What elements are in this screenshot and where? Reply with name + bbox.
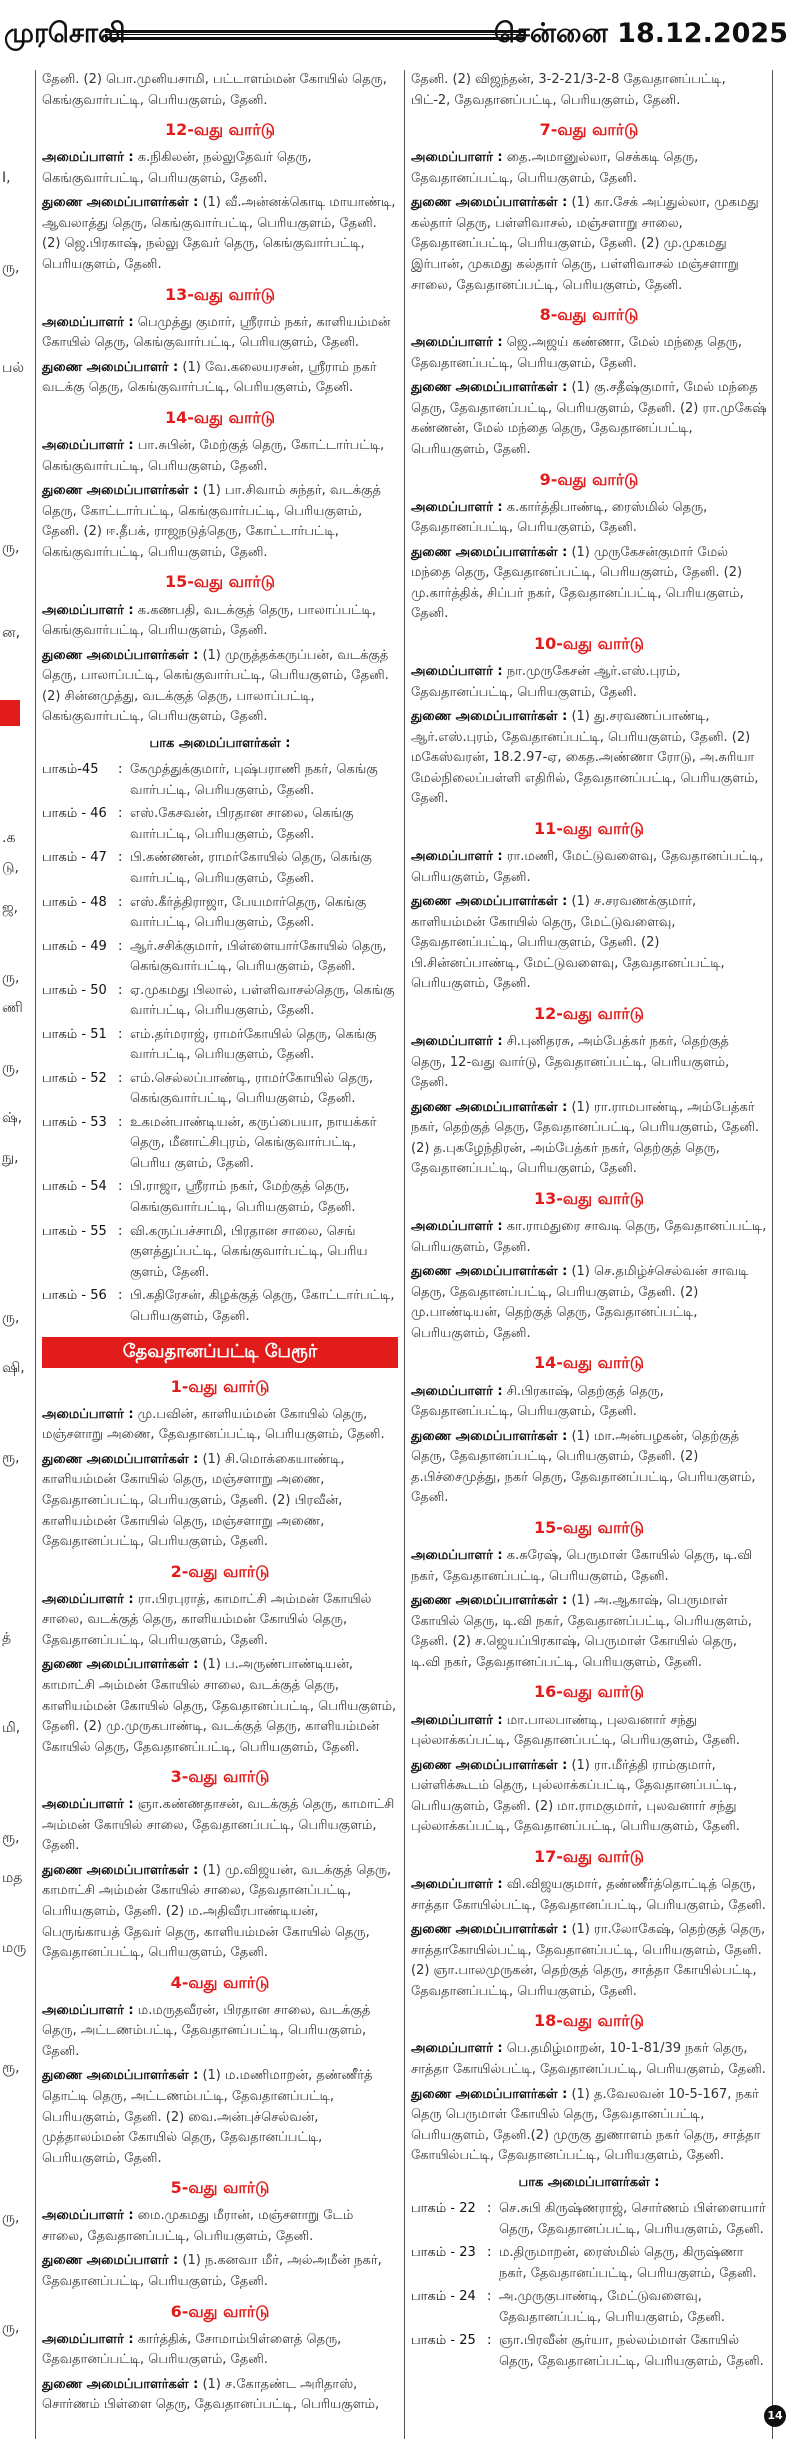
deputy-names: (1) ரா.மீர்த்தி ராம்குமார், பள்ளிக்கூடம் தெரு, புல்லாக்கப்பட்டி, தேவதானப்பட்டி, பெரியகுளம், தேனி. (2) மா.ராமகுமார், புலவனார் சந்து புல்லாக்கப்பட்டி, தேவதானப்பட்டி, பெரியகுளம், தேனி.: [411, 1757, 740, 1835]
organiser-label: அமைப்பாளர் :: [411, 1034, 503, 1050]
organiser-entry: [42, 1590, 398, 1652]
organiser-name: பெ.தமிழ்மாறன், 10-1-81/39 நகர் தெரு, சாத்தா கோயில்பட்டி, தேவதானப்பட்டி, பெரியகுளம், தேனி.: [411, 2041, 766, 2077]
brand-name: முரசொலி: [4, 18, 126, 49]
deputy-names: (1) சி.மொக்கையாண்டி, காளியம்மன் கோயில் தெரு, மஞ்சளாறு அணை, தேவதானப்பட்டி, பெரியகுளம், தேனி. (2) பிரவீன், காளியம்மன் கோயில் தெரு, மஞ்சளாறு அணை, தேவதானப்பட்டி, பெரியகுளம், தேனி.: [42, 1451, 345, 1550]
organiser-label: அமைப்பாளர் :: [411, 150, 503, 166]
deputy-label: துணை அமைப்பாளர் :: [42, 2253, 179, 2269]
ward-heading: 8-வது வார்டு: [539, 305, 639, 325]
organiser-name: ஜெ.அஜய் கண்ணா, மேல் மந்தை தெரு, தேவதானப்பட்டி, பெரியகுளம், தேனி.: [411, 335, 742, 371]
part-colon: :: [118, 1223, 123, 1239]
organiser-name: பெமுத்து குமார், ஸ்ரீராம் நகர், காளியம்மன் கோயில் தெரு, கெங்குவார்பட்டி, பெரியகுளம், தேனி.: [42, 314, 391, 351]
part-organiser: பி.கதிரேசன், கிழக்குத் தெரு, கோட்டார்பட்டி, பெரியகுளம், தேனி.: [130, 1288, 395, 1324]
part-row: [42, 893, 398, 934]
part-row: [42, 804, 398, 845]
organiser-entry: [42, 601, 398, 642]
organiser-label: அமைப்பாளர் :: [411, 499, 503, 515]
part-number: பாகம் - 49: [42, 938, 107, 954]
part-colon: :: [118, 982, 123, 998]
part-colon: :: [487, 2333, 492, 2349]
part-organiser: எம்.செல்லப்பாண்டி, ராமர்கோயில் தெரு, கெங்குவார்பட்டி, பெரியகுளம், தேனி.: [130, 1070, 374, 1107]
organiser-name: மா.பாலபாண்டி, புலவனார் சந்து புல்லாக்கப்பட்டி, தேவதானப்பட்டி, பெரியகுளம், தேனி.: [411, 1712, 740, 1749]
fragment-text: ரு,: [2, 540, 20, 556]
part-row: [42, 1113, 398, 1175]
organiser-name: மை.முகமது மீரான், மஞ்சளாறு டேம் சாலை, தேவதானப்பட்டி, பெரியகுளம், தேனி.: [42, 2208, 354, 2244]
part-organiser: எஸ்.கேசவன், பிரதான சாலை, கெங்கு வார்பட்டி, பெரியகுளம், தேனி.: [130, 806, 354, 842]
part-organiser: அ.முருகுபாண்டி, மேட்டுவளைவு, தேவதானப்பட்டி, பெரியகுளம், தேனி.: [499, 2289, 725, 2325]
previous-column-fragment: [0, 70, 35, 2439]
continued-text: தேனி. (2) பொ.முனியசாமி, பட்டாளம்மன் கோயில் தெரு, கெங்குவார்பட்டி, பெரியகுளம், தேனி.: [42, 72, 387, 108]
organiser-entry: [411, 1032, 767, 1094]
organiser-entry: [411, 1875, 767, 1916]
deputy-names: (1) மு.விஜயன், வடக்குத் தெரு, காமாட்சி அம்மன் கோயில் சாலை, தேவதானப்பட்டி, பெரியகுளம், தேனி. (2) ம.அதிவீரபாண்டியன், பெருங்காயத் தேவர் தெரு, காளியம்மன் கோயில் தெரு, தேவதானப்பட்டி, பெரியகுளம், தேனி.: [42, 1862, 392, 1961]
part-row: [42, 1222, 398, 1284]
organiser-entry: [42, 2330, 398, 2371]
ward-heading: 17-வது வார்டு: [534, 1846, 644, 1866]
parts-list: [411, 2199, 767, 2372]
fragment-text: டு,: [2, 860, 19, 876]
deputy-label: துணை அமைப்பாளர்கள் :: [42, 195, 199, 211]
deputy-label: துணை அமைப்பாளர்கள் :: [411, 1099, 568, 1115]
ward-heading: 13-வது வார்டு: [534, 1188, 644, 1208]
ward-heading: 15-வது வார்டு: [534, 1517, 644, 1537]
deputy-label: துணை அமைப்பாளர்கள் :: [411, 195, 568, 211]
deputy-label: துணை அமைப்பாளர் :: [42, 359, 179, 375]
deputy-names: (1) வீ.அன்னக்கொடி மாயாண்டி, ஆவலாத்து தெரு, கெங்குவார்பட்டி, பெரியகுளம், தேனி. (2) ஜெ.பிரகாஷ், நல்லு தேவர் தெரு, கெங்குவார்பட்டி, பெரியகுளம், தேனி.: [42, 195, 396, 272]
deputy-names: (1) வே.கலையரசன், ஸ்ரீராம் நகர் வடக்கு தெரு, கெங்குவார்பட்டி, பெரியகுளம், தேனி.: [42, 359, 377, 396]
deputy-label: துணை அமைப்பாளர்கள் :: [411, 1757, 568, 1773]
organiser-entry: [411, 1382, 767, 1423]
column-divider: [404, 70, 405, 2439]
part-row: [411, 2331, 767, 2372]
deputy-label: துணை அமைப்பாளர்கள் :: [42, 2376, 199, 2392]
deputy-entry: [411, 707, 767, 810]
organiser-label: அமைப்பாளர் :: [42, 1591, 134, 1607]
part-row: [42, 848, 398, 889]
organiser-label: அமைப்பாளர் :: [42, 1797, 134, 1813]
organiser-entry: [411, 662, 767, 703]
part-row: [42, 981, 398, 1022]
organiser-entry: [411, 498, 767, 539]
organiser-name: ரா.மணி, மேட்டுவளைவு, தேவதானப்பட்டி, பெரியகுளம், தேனி.: [411, 849, 764, 885]
organiser-entry: [411, 1546, 767, 1587]
deputy-names: (1) முருகேசன்குமார் மேல் மந்தை தெரு, தேவதானப்பட்டி, பெரியகுளம், தேனி. (2) மு.கார்த்திக், சிப்பர் நகர், தேவதானப்பட்டி, பெரியகுளம், தேனி.: [411, 544, 744, 622]
fragment-text: நு,: [2, 1150, 19, 1166]
ward-heading: 11-வது வார்டு: [534, 818, 644, 838]
ward-heading: 4-வது வார்டு: [170, 1972, 270, 1992]
organiser-label: அமைப்பாளர் :: [42, 314, 134, 330]
part-number: பாகம் - 52: [42, 1070, 107, 1086]
organiser-entry: [411, 847, 767, 888]
deputy-entry: [411, 1262, 767, 1344]
organiser-label: அமைப்பாளர் :: [411, 1383, 503, 1399]
deputy-entry: [42, 1655, 398, 1758]
organiser-entry: [411, 2039, 767, 2080]
organiser-label: அமைப்பாளர் :: [411, 1876, 503, 1892]
part-number: பாகம் - 56: [42, 1288, 107, 1304]
deputy-entry: [42, 646, 398, 728]
part-organiser: ஏ.முகமது பிலால், பள்ளிவாசல்தெரு, கெங்கு வார்பட்டி, பெரியகுளம், தேனி.: [130, 982, 395, 1019]
fragment-text: ஜ,: [2, 900, 19, 916]
fragment-text: ஷ்,: [2, 1110, 23, 1126]
deputy-entry: [42, 2066, 398, 2169]
part-organiser: ஞா.பிரவீன் சூர்யா, நல்லம்மாள் கோயில் தெரு, தேவதானப்பட்டி, பெரியகுளம், தேனி.: [499, 2333, 764, 2369]
part-number: பாகம் - 46: [42, 806, 107, 822]
part-number: பாகம் - 50: [42, 982, 107, 998]
deputy-entry: [42, 2251, 398, 2292]
organiser-entry: [42, 1405, 398, 1446]
deputy-entry: [411, 1920, 767, 2002]
deputy-label: துணை அமைப்பாளர்கள் :: [411, 1922, 568, 1938]
organiser-name: தை.அமானுல்லா, செக்கடி தெரு, தேவதானப்பட்டி, பெரியகுளம், தேனி.: [411, 150, 699, 186]
ward-heading: 16-வது வார்டு: [534, 1682, 644, 1702]
fragment-text: ரூ,: [2, 1830, 20, 1846]
fragment-text: ஷி,: [2, 1360, 25, 1376]
part-colon: :: [118, 850, 123, 866]
part-colon: :: [118, 762, 123, 778]
fragment-text: ரூ,: [2, 2060, 20, 2076]
fragment-text: பல்: [2, 360, 25, 376]
fragment-text: த்: [2, 1630, 12, 1646]
organiser-label: அமைப்பாளர் :: [411, 2041, 503, 2057]
deputy-label: துணை அமைப்பாளர்கள் :: [42, 1451, 199, 1467]
organiser-name: பா.சுபின், மேற்குத் தெரு, கோட்டார்பட்டி, கெங்குவார்பட்டி, பெரியகுளம், தேனி.: [42, 438, 385, 474]
deputy-names: (1) ரா.ராமபாண்டி, அம்பேத்கர் நகர், தெற்குத் தெரு, தேவதானப்பட்டி, பெரியகுளம், தேனி. (2) த.புகழேந்திரன், அம்பேத்கர் நகர், தெற்குத் தெரு, தேவதானப்பட்டி, பெரியகுளம், தேனி.: [411, 1099, 760, 1177]
ward-heading: 5-வது வார்டு: [170, 2178, 270, 2198]
ward-heading: 1-வது வார்டு: [170, 1376, 270, 1396]
organiser-name: வி.விஜயகுமார், தண்ணீர்த்தொட்டித் தெரு, சாத்தா கோயில்பட்டி, தேவதானப்பட்டி, பெரியகுளம், தேனி.: [411, 1876, 766, 1913]
organiser-entry: [411, 1711, 767, 1752]
deputy-label: துணை அமைப்பாளர்கள் :: [42, 483, 199, 499]
organiser-entry: [42, 2206, 398, 2247]
deputy-entry: [411, 193, 767, 296]
organiser-name: சி.பிரகாஷ், தெற்குத் தெரு, தேவதானப்பட்டி, பெரியகுளம், தேனி.: [411, 1383, 664, 1420]
part-organiser: ஆர்.சசிக்குமார், பிள்ளையார்கோயில் தெரு, கெங்குவார்பட்டி, பெரியகுளம், தேனி.: [130, 938, 387, 975]
organiser-entry: [411, 1217, 767, 1258]
deputy-label: துணை அமைப்பாளர்கள் :: [411, 544, 568, 560]
parts-heading: பாக அமைப்பாளர்கள் :: [149, 735, 291, 751]
deputy-entry: [411, 2085, 767, 2167]
ward-heading: 14-வது வார்டு: [165, 407, 275, 427]
deputy-names: (1) ச.சரவணக்குமார், காளியம்மன் கோயில் தெரு, மேட்டுவளைவு, தேவதானப்பட்டி, பெரியகுளம், தேனி. (2) பி.சின்னப்பாண்டி, மேட்டுவளைவு, தேவதானப்பட்டி, பெரியகுளம், தேனி.: [411, 894, 725, 992]
part-organiser: வி.கருப்பச்சாமி, பிரதான சாலை, செங் குளத்துப்பட்டி, கெங்குவார்பட்டி, பெரிய குளம், தேனி.: [130, 1223, 368, 1280]
deputy-entry: [411, 543, 767, 625]
part-colon: :: [118, 1179, 123, 1195]
section-banner: தேவதானப்பட்டி பேரூர்: [42, 1337, 398, 1367]
ward-heading: 3-வது வார்டு: [170, 1767, 270, 1787]
organiser-entry: [42, 148, 398, 189]
deputy-names: (1) கு.சதீஷ்குமார், மேல் மந்தை தெரு, தேவதானப்பட்டி, பெரியகுளம், தேனி. (2) ரா.முகேஷ் கண்ணன், மேல் மந்தை தெரு, தேவதானப்பட்டி, பெரியகுளம், தேனி.: [411, 380, 767, 457]
part-colon: :: [118, 1114, 123, 1130]
ward-heading: 15-வது வார்டு: [165, 572, 275, 592]
deputy-names: (1) மா.அன்பழகன், தெற்குத் தெரு, தேவதானப்பட்டி, பெரியகுளம், தேனி. (2) த.பிச்சைமுத்து, நகர் தெரு, தேவதானப்பட்டி, பெரியகுளம், தேனி.: [411, 1428, 756, 1506]
deputy-names: (1) து.சரவணப்பாண்டி, ஆர்.எஸ்.புரம், தேவதானப்பட்டி, பெரியகுளம், தேனி. (2) மகேஸ்வரன், 18.2.97-ஏ, கைத.அண்ணா ரோடு, அ.சுரியா மேல்நிலைப்பள்ளி எதிரில், தேவதானப்பட்டி, பெரியகுளம், தேனி.: [411, 709, 759, 807]
part-number: பாகம் - 51: [42, 1026, 107, 1042]
column-middle: [42, 70, 398, 2420]
ward-heading: 14-வது வார்டு: [534, 1353, 644, 1373]
part-number: பாகம்-45: [42, 762, 99, 778]
part-row: [42, 937, 398, 978]
red-marker: [0, 700, 20, 726]
part-colon: :: [487, 2289, 492, 2305]
deputy-label: துணை அமைப்பாளர்கள் :: [42, 1862, 199, 1878]
part-number: பாகம் - 23: [411, 2245, 476, 2261]
fragment-text: மி,: [2, 1720, 21, 1736]
organiser-label: அமைப்பாளர் :: [411, 1548, 503, 1564]
organiser-label: அமைப்பாளர் :: [411, 335, 503, 351]
continued-text: தேனி. (2) விஜந்தன், 3-2-21/3-2-8 தேவதானப்பட்டி, பிட்-2, தேவதானப்பட்டி, பெரியகுளம், தேனி.: [411, 72, 726, 108]
part-row: [411, 2199, 767, 2240]
deputy-names: (1) பா.சிவாம் சுந்தர், வடக்குத் தெரு, கோட்டார்பட்டி, கெங்குவார்பட்டி, பெரியகுளம், தேனி. (2) ஈ.தீபக், ராஜநடுத்தெரு, கோட்டார்பட்டி, கெங்குவார்பட்டி, பெரியகுளம், தேனி.: [42, 483, 381, 560]
part-organiser: எம்.தர்மராஜ், ராமர்கோயில் தெரு, கெங்கு வார்பட்டி, பெரியகுளம், தேனி.: [130, 1026, 377, 1063]
organiser-label: அமைப்பாளர் :: [42, 602, 134, 618]
deputy-entry: [42, 358, 398, 399]
part-row: [42, 1286, 398, 1327]
deputy-names: (1) அ.ஆகாஷ், பெருமாள் கோயில் தெரு, டி.வி நகர், தேவதானப்பட்டி, பெரியகுளம், தேனி. (2) ச.ஜெயப்பிரகாஷ், பெருமாள் கோயில் தெரு, டி.வி நகர், தேவதானப்பட்டி, பெரியகுளம், தேனி.: [411, 1593, 753, 1670]
deputy-label: துணை அமைப்பாளர்கள் :: [411, 709, 568, 725]
part-row: [411, 2243, 767, 2284]
deputy-entry: [411, 892, 767, 995]
ward-heading: 7-வது வார்டு: [539, 120, 639, 140]
organiser-name: க.கணபதி, வடக்குத் தெரு, பாலாப்பட்டி, கெங்குவார்பட்டி, பெரியகுளம், தேனி.: [42, 602, 376, 639]
part-number: பாகம் - 54: [42, 1179, 107, 1195]
part-colon: :: [118, 806, 123, 822]
parts-heading: பாக அமைப்பாளர்கள் :: [518, 2174, 660, 2190]
part-row: [42, 760, 398, 801]
organiser-label: அமைப்பாளர் :: [411, 1712, 503, 1728]
part-colon: :: [118, 1026, 123, 1042]
organiser-entry: [42, 313, 398, 354]
part-number: பாகம் - 53: [42, 1114, 107, 1130]
organiser-label: அமைப்பாளர் :: [42, 2208, 134, 2224]
deputy-entry: [42, 1861, 398, 1964]
deputy-names: (1) கா.சேக் அப்துல்லா, முகமது கல்தார் தெரு, பள்ளிவாசல், மஞ்சளாறு சாலை, தேவதானப்பட்டி, பெரியகுளம், தேனி. (2) மு.முகமது இர்பான், முகமது கல்தார் தெரு, பள்ளிவாசல் மஞ்சளாறு சாலை, தேவதானப்பட்டி, பெரியகுளம், தேனி.: [411, 195, 759, 293]
column-divider: [35, 70, 36, 2439]
deputy-entry: [411, 1591, 767, 1673]
part-row: [411, 2287, 767, 2328]
deputy-entry: [42, 2375, 398, 2416]
fragment-text: ரு,: [2, 1060, 20, 1076]
organiser-name: சி.புனிதரசு, அம்பேத்கர் நகர், தெற்குத் தெரு, 12-வது வார்டு, தேவதானப்பட்டி, பெரியகுளம், தேனி.: [411, 1034, 730, 1091]
masthead-rule: [105, 30, 525, 40]
fragment-text: மத: [2, 1870, 23, 1886]
deputy-label: துணை அமைப்பாளர்கள் :: [411, 1428, 568, 1444]
ward-heading: 12-வது வார்டு: [534, 1003, 644, 1023]
fragment-text: ரு,: [2, 2320, 20, 2336]
ward-heading: 10-வது வார்டு: [534, 633, 644, 653]
deputy-names: (1) முருத்தக்கருப்பன், வடக்குத் தெரு, பாலாப்பட்டி, கெங்குவார்பட்டி, பெரியகுளம், தேனி. (2) சின்னமுத்து, வடக்குத் தெரு, பாலாப்பட்டி, கெங்குவார்பட்டி, பெரியகுளம், தேனி.: [42, 647, 389, 725]
part-row: [42, 1025, 398, 1066]
city-date: சென்னை 18.12.2025: [493, 18, 788, 49]
part-colon: :: [118, 938, 123, 954]
part-number: பாகம் - 24: [411, 2289, 476, 2305]
organiser-entry: [42, 1795, 398, 1857]
deputy-entry: [42, 193, 398, 275]
part-organiser: கேமுத்துக்குமார், புஷ்பராணி நகர், கெங்கு வார்பட்டி, பெரியகுளம், தேனி.: [130, 762, 378, 798]
fragment-text: மரு: [2, 1940, 27, 1956]
part-row: [42, 1177, 398, 1218]
part-number: பாகம் - 47: [42, 850, 107, 866]
ward-heading: 6-வது வார்டு: [170, 2301, 270, 2321]
organiser-name: ம.மருதவீரன், பிரதான சாலை, வடக்குத் தெரு, அட்டணம்பட்டி, தேவதானப்பட்டி, பெரியகுளம், தேனி.: [42, 2002, 371, 2059]
organiser-label: அமைப்பாளர் :: [42, 2331, 134, 2347]
part-number: பாகம் - 55: [42, 1223, 107, 1239]
part-organiser: பி.கண்ணன், ராமர்கோயில் தெரு, கெங்கு வார்பட்டி, பெரியகுளம், தேனி.: [130, 850, 372, 886]
fragment-text: ரு,: [2, 260, 20, 276]
part-number: பாகம் - 22: [411, 2201, 476, 2217]
parts-list: [42, 760, 398, 1327]
deputy-entry: [411, 1427, 767, 1509]
deputy-entry: [42, 1450, 398, 1553]
part-organiser: செ.சுபி கிருஷ்ணராஜ், சொர்ணம் பிள்ளையார் தெரு, தேவதானப்பட்டி, பெரியகுளம், தேனி.: [499, 2201, 766, 2237]
deputy-names: (1) ம.மணிமாறன், தண்ணீர்த் தொட்டி தெரு, அட்டணம்பட்டி, தேவதானப்பட்டி, பெரியகுளம், தேனி. (2) வை.அன்புச்செல்வன், முத்தாலம்மன் கோயில் தெரு, தேவதானப்பட்டி, பெரியகுளம், தேனி.: [42, 2068, 373, 2166]
part-organiser: உகமன்பாண்டியன், கருப்பையா, நாயக்கர் தெரு, மீனாட்சிபுரம், கெங்குவார்பட்டி, பெரிய குளம், தேனி.: [130, 1114, 377, 1171]
deputy-label: துணை அமைப்பாளர்கள் :: [411, 2086, 568, 2102]
deputy-label: துணை அமைப்பாளர்கள் :: [411, 894, 568, 910]
organiser-entry: [411, 148, 767, 189]
ward-list: [42, 1374, 398, 2416]
fragment-text: ரு,: [2, 970, 20, 986]
ward-heading: 13-வது வார்டு: [165, 284, 275, 304]
fragment-text: ரு,: [2, 1310, 20, 1326]
organiser-name: க.நிகிலன், நல்லுதேவர் தெரு, கெங்குவார்பட்டி, பெரியகுளம், தேனி.: [42, 150, 312, 186]
deputy-entry: [411, 378, 767, 460]
deputy-label: துணை அமைப்பாளர்கள் :: [42, 1657, 199, 1673]
organiser-label: அமைப்பாளர் :: [42, 2002, 134, 2018]
fragment-text: .க: [2, 830, 16, 846]
column-divider: [772, 70, 773, 2439]
organiser-entry: [411, 333, 767, 374]
organiser-label: அமைப்பாளர் :: [411, 664, 503, 680]
part-colon: :: [487, 2245, 492, 2261]
organiser-entry: [42, 436, 398, 477]
page-number: 14: [764, 2405, 786, 2427]
deputy-label: துணை அமைப்பாளர்கள் :: [411, 1264, 568, 1280]
part-row: [42, 1069, 398, 1110]
fragment-text: ரு,: [2, 2210, 20, 2226]
part-colon: :: [487, 2201, 492, 2217]
part-number: பாகம் - 25: [411, 2333, 476, 2349]
fragment-text: I,: [2, 170, 11, 186]
fragment-text: ரூ,: [2, 1450, 20, 1466]
part-colon: :: [118, 1288, 123, 1304]
deputy-label: துணை அமைப்பாளர்கள் :: [411, 380, 568, 396]
part-colon: :: [118, 1070, 123, 1086]
masthead: [0, 0, 800, 70]
deputy-label: துணை அமைப்பாளர்கள் :: [42, 2068, 199, 2084]
organiser-name: கா.ராமதுரை சாவடி தெரு, தேவதானப்பட்டி, பெரியகுளம், தேனி.: [411, 1219, 767, 1255]
organiser-name: ஞா.கண்ணதாசன், வடக்குத் தெரு, காமாட்சி அம்மன் கோயில் சாலை, தேவதானப்பட்டி, பெரியகுளம், தேனி.: [42, 1797, 395, 1854]
organiser-name: கார்த்திக், சோமாம்பிள்ளைத் தெரு, தேவதானப்பட்டி, பெரியகுளம், தேனி.: [42, 2331, 342, 2368]
deputy-names: (1) ச.கோதண்ட அரிதாஸ், சொர்ணம் பிள்ளை தெரு, தேவதானப்பட்டி, பெரியகுளம்,: [42, 2376, 380, 2413]
deputy-entry: [411, 1098, 767, 1180]
deputy-entry: [411, 1756, 767, 1838]
deputy-names: (1) செ.தமிழ்ச்செல்வன் சாவடி தெரு, தேவதானப்பட்டி, பெரியகுளம், தேனி. (2) மு.பாண்டியன், தெற்குத் தெரு, தேவதானப்பட்டி, பெரியகுளம், தேனி.: [411, 1264, 749, 1341]
deputy-names: (1) ரா.லோகேஷ், தெற்குத் தெரு, சாத்தாகோயில்பட்டி, தேவதானப்பட்டி, பெரியகுளம், தேனி. (2) ஞா.பாலமுருகன், தெற்குத் தெரு, சாத்தா கோயில்பட்டி, தேவதானப்பட்டி, பெரியகுளம், தேனி.: [411, 1922, 766, 1999]
organiser-label: அமைப்பாளர் :: [42, 150, 134, 166]
organiser-label: அமைப்பாளர் :: [411, 849, 503, 865]
organiser-label: அமைப்பாளர் :: [42, 1406, 134, 1422]
part-colon: :: [118, 894, 123, 910]
organiser-name: க.சுரேஷ், பெருமாள் கோயில் தெரு, டி.வி நகர், தேவதானப்பட்டி, பெரியகுளம், தேனி.: [411, 1548, 753, 1584]
deputy-entry: [42, 481, 398, 563]
fragment-text: ன,: [2, 625, 21, 641]
part-number: பாகம் - 48: [42, 894, 107, 910]
ward-heading: 12-வது வார்டு: [165, 120, 275, 140]
ward-heading: 18-வது வார்டு: [534, 2011, 644, 2031]
deputy-names: (1) ந.கனவா மீர், அல்அமீன் நகர், தேவதானப்பட்டி, பெரியகுளம், தேனி.: [42, 2253, 382, 2289]
part-organiser: பி.ராஜா, ஸ்ரீராம் நகர், மேற்குத் தெரு, கெங்குவார்பட்டி, பெரியகுளம், தேனி.: [130, 1179, 356, 1215]
part-organiser: ம.திருமாறன், ரைஸ்மில் தெரு, கிருஷ்ணா நகர், தேவதானப்பட்டி, பெரியகுளம், தேனி.: [499, 2245, 757, 2281]
organiser-label: அமைப்பாளர் :: [42, 438, 134, 454]
page-columns: [0, 70, 800, 2439]
part-organiser: எஸ்.கீர்த்திராஜா, பேயமார்தெரு, கெங்கு வார்பட்டி, பெரியகுளம், தேனி.: [130, 894, 367, 931]
ward-heading: 9-வது வார்டு: [539, 469, 639, 489]
deputy-label: துணை அமைப்பாளர்கள் :: [411, 1593, 568, 1609]
organiser-entry: [42, 2001, 398, 2063]
organiser-name: மு.பவின், காளியம்மன் கோயில் தெரு, மஞ்சளாறு அணை, தேவதானப்பட்டி, பெரியகுளம், தேனி.: [42, 1406, 385, 1443]
ward-heading: 2-வது வார்டு: [170, 1561, 270, 1581]
ward-list: [42, 117, 398, 728]
organiser-label: அமைப்பாளர் :: [411, 1219, 503, 1235]
column-right: [411, 70, 767, 2375]
deputy-label: துணை அமைப்பாளர்கள் :: [42, 647, 199, 663]
organiser-name: நா.முருகேசன் ஆர்.எஸ்.புரம், தேவதானப்பட்டி, பெரியகுளம், தேனி.: [411, 664, 681, 700]
ward-list: [411, 117, 767, 2167]
organiser-name: க.கார்த்திபாண்டி, ரைஸ்மில் தெரு, தேவதானப்பட்டி, பெரியகுளம், தேனி.: [411, 499, 708, 536]
deputy-names: (1) த.வேலவன் 10-5-167, நகர் தெரு பெருமாள் கோயில் தெரு, தேவதானப்பட்டி, பெரியகுளம், தேனி.(2) முருகு துணாளம் நகர் தெரு, சாத்தா கோயில்பட்டி, தேவதானப்பட்டி, பெரியகுளம், தேனி.: [411, 2086, 761, 2164]
deputy-names: (1) ப.அருண்பாண்டியன், காமாட்சி அம்மன் கோயில் சாலை, வடக்குத் தெரு, காளியம்மன் கோயில் தெரு, தேவதானப்பட்டி, பெரியகுளம், தேனி. (2) மு.முருகபாண்டி, வடக்குத் தெரு, காளியம்மன் கோயில் தெரு, தேவதானப்பட்டி, பெரியகுளம், தேனி.: [42, 1657, 397, 1755]
fragment-text: ணி: [2, 1000, 23, 1016]
organiser-name: ரா.பிரபுராத், காமாட்சி அம்மன் கோயில் சாலை, வடக்குத் தெரு, காளியம்மன் கோயில் தெரு, தேவதானப்பட்டி, பெரியகுளம், தேனி.: [42, 1591, 372, 1648]
